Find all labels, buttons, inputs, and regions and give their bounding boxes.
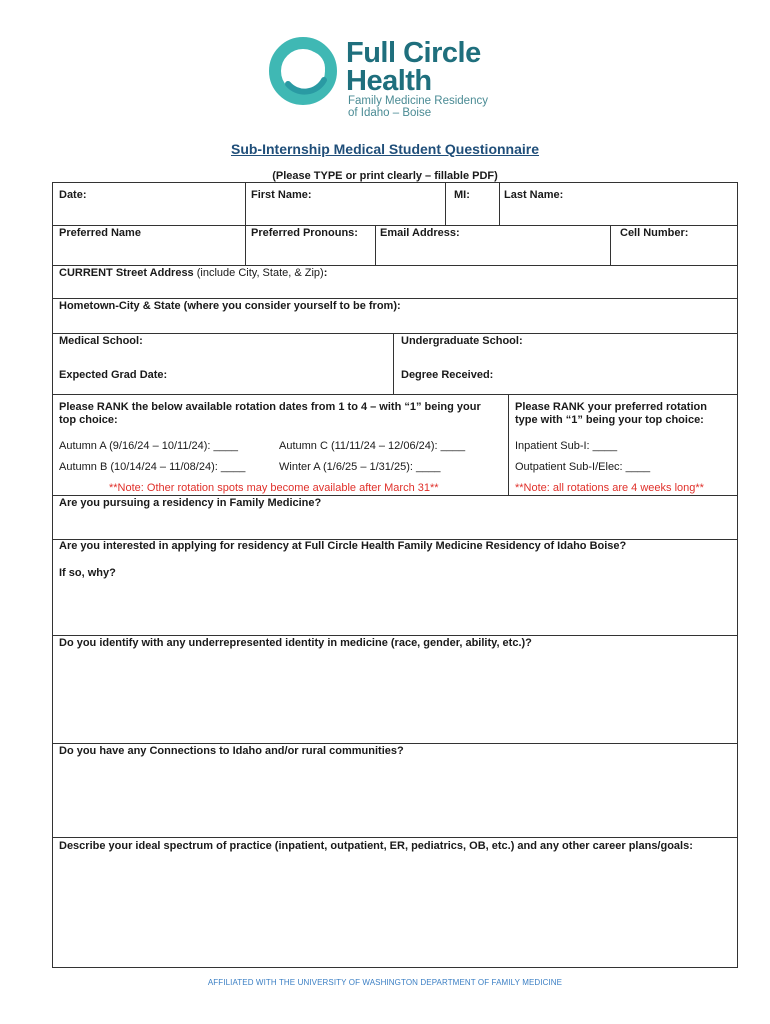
last-name-field[interactable]: Last Name: [504,189,564,201]
question-family-medicine[interactable]: Are you pursuing a residency in Family Medicine? [59,497,322,509]
middle-initial-field[interactable]: MI: [454,189,470,201]
questionnaire-form [52,182,738,968]
address-field[interactable] [59,267,327,280]
hometown-field[interactable]: Hometown-City & State (where you consider yourself to be from): [59,300,401,312]
pronouns-field[interactable]: Preferred Pronouns: [251,227,358,239]
first-name-field[interactable]: First Name: [251,189,312,201]
question-practice-spectrum[interactable]: Describe your ideal spectrum of practice (inpatient, outpatient, ER, pediatrics, OB, etc.) and any other career plans/goals: [59,840,693,852]
autumn-a-rank[interactable]: Autumn A (9/16/24 – 10/11/24): ____ [59,440,238,452]
full-circle-logo-icon [268,36,338,106]
address-label: CURRENT Street Address [59,267,194,279]
inpatient-rank[interactable]: Inpatient Sub-I: ____ [515,440,618,452]
logo [268,36,508,118]
rank-dates-instructions: Please RANK the below available rotation dates from 1 to 4 – with “1” being your [59,401,481,413]
autumn-b-rank[interactable]: Autumn B (10/14/24 – 11/08/24): ____ [59,461,246,473]
preferred-name-field[interactable]: Preferred Name [59,227,141,239]
question-if-so-why[interactable]: If so, why? [59,567,116,579]
grad-date-field[interactable]: Expected Grad Date: [59,369,168,381]
outpatient-rank[interactable]: Outpatient Sub-I/Elec: ____ [515,461,651,473]
rank-type-instructions: Please RANK your preferred rotation [515,401,707,413]
rank-type-instructions-2: type with “1” being your top choice: [515,414,704,426]
winter-a-rank[interactable]: Winter A (1/6/25 – 1/31/25): ____ [279,461,441,473]
address-colon: : [323,267,328,279]
footer-affiliation: AFFILIATED WITH THE UNIVERSITY OF WASHINGTON DEPARTMENT OF FAMILY MEDICINE [207,978,563,987]
date-field[interactable]: Date: [59,189,87,201]
note-other-rotations: **Note: Other rotation spots may become available after March 31** [109,482,439,494]
autumn-c-rank[interactable]: Autumn C (11/11/24 – 12/06/24): ____ [279,440,466,452]
note-rotation-length: **Note: all rotations are 4 weeks long** [515,482,704,494]
question-idaho-connections[interactable]: Do you have any Connections to Idaho and/or rural communities? [59,745,404,757]
form-instructions: (Please TYPE or print clearly – fillable PDF) [272,170,498,182]
logo-subtitle-line2: of Idaho – Boise [348,107,432,119]
medical-school-field[interactable]: Medical School: [59,335,143,347]
logo-subtitle-line1: Family Medicine Residency [348,95,488,107]
logo-text-line2: Health [346,65,432,97]
undergrad-school-field[interactable]: Undergraduate School: [401,335,523,347]
address-hint: (include City, State, & Zip) [193,267,324,279]
degree-field[interactable]: Degree Received: [401,369,494,381]
page-title: Sub-Internship Medical Student Questionnaire [230,141,540,157]
rank-dates-instructions-2: top choice: [59,414,118,426]
logo-text-line1: Full Circle [346,37,481,69]
question-residency-interest[interactable]: Are you interested in applying for residency at Full Circle Health Family Medicine Residency of Idaho Boise? [59,540,627,552]
email-field[interactable]: Email Address: [380,227,460,239]
cell-number-field[interactable]: Cell Number: [620,227,689,239]
question-underrepresented-identity[interactable]: Do you identify with any underrepresented identity in medicine (race, gender, ability, etc.)? [59,637,532,649]
